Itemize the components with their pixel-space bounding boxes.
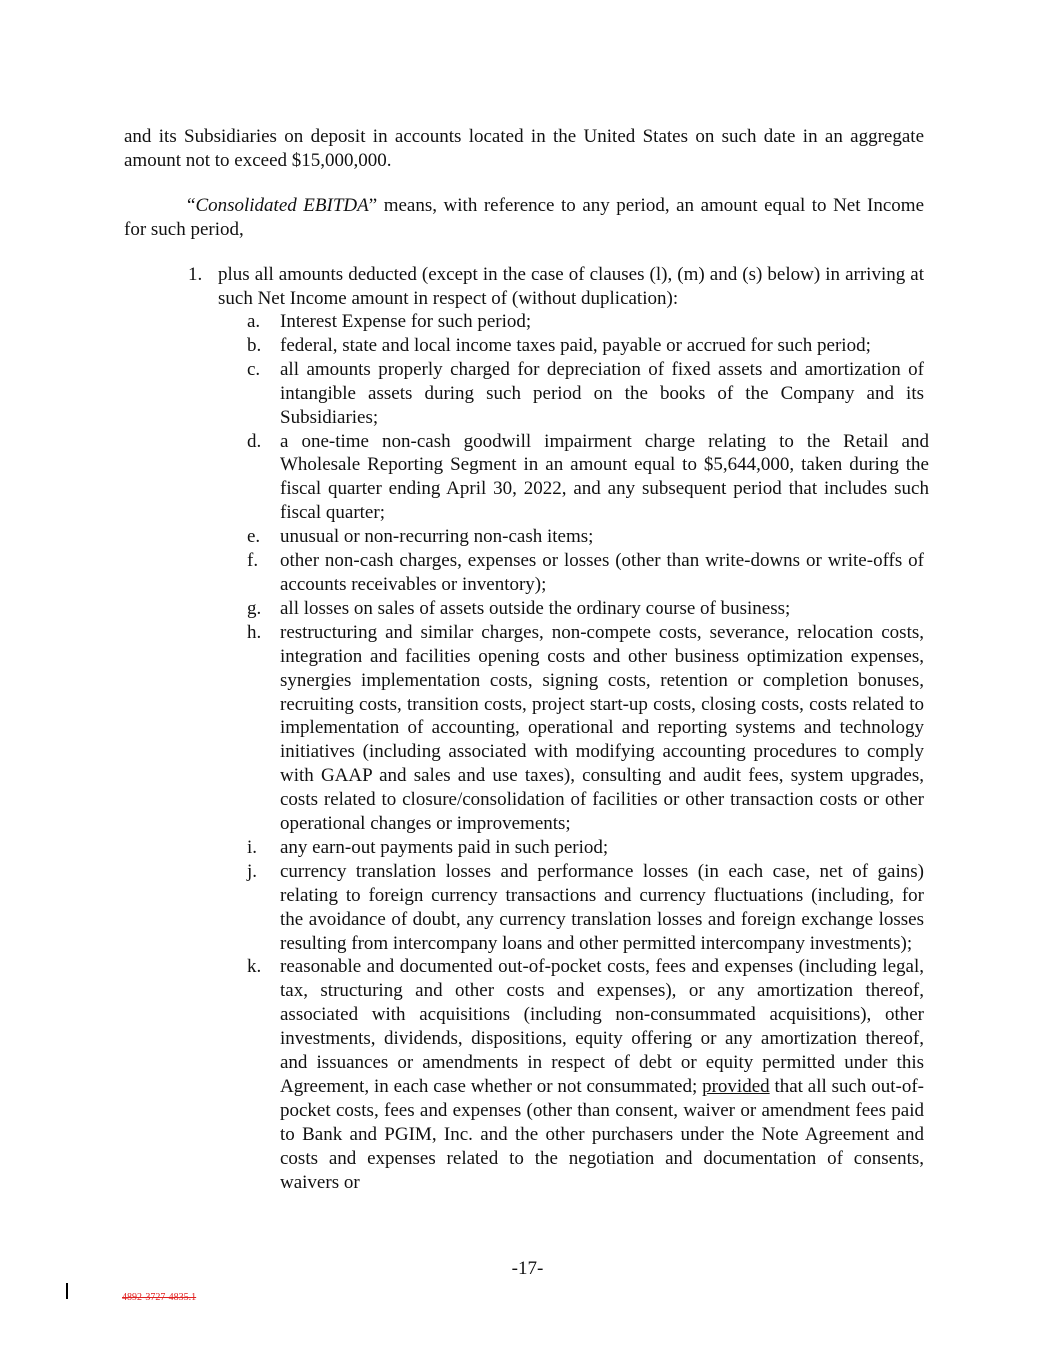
list-number: 1.: [188, 264, 203, 285]
clause-d: [247, 430, 929, 526]
clause-g: [247, 597, 924, 621]
change-bar: [66, 1283, 68, 1299]
clause-letter: a.: [247, 311, 261, 332]
clause-c: [247, 358, 924, 430]
page-number: -17-: [511, 1258, 544, 1279]
clause-k: [247, 955, 924, 1194]
list-item-1: [188, 263, 924, 311]
clause-text: Interest Expense for such period;: [280, 311, 532, 332]
clause-letter: e.: [247, 526, 261, 548]
clause-text: any earn-out payments paid in such period;: [280, 836, 609, 858]
clause-h: [247, 621, 924, 836]
clause-text: all amounts properly charged for depreciation of fixed assets and amortization of intangible assets during such period on the books of the Company and its Subsidiaries;: [280, 358, 924, 428]
open-quote: “: [187, 195, 196, 216]
clause-text: unusual or non-recurring non-cash items;: [280, 526, 594, 548]
clause-letter: i.: [247, 836, 258, 858]
clause-text: reasonable and documented out-of-pocket costs, fees and expenses (including legal, tax, structuring and other costs and expenses), or any amortization thereof, associated with acquisitions (including non-consummated acquisitions), other investments, dividends, dispositions, equity offering or any amortization thereof, and issuances or amendments in respect of debt or equity permitted under this Agreement, in each case whether or not consummated;: [280, 956, 924, 1097]
clause-f: [247, 549, 924, 597]
clause-letter: k.: [247, 956, 262, 978]
clause-text: other non-cash charges, expenses or losses (other than write-downs or write-offs of accounts receivables or inventory);: [280, 550, 924, 595]
clause-a: [247, 310, 924, 334]
clause-letter: c.: [247, 358, 261, 380]
definition-text: means, with reference to any period, an amount equal to Net Income for such period,: [124, 195, 925, 240]
clause-i: [247, 836, 924, 860]
clause-text: restructuring and similar charges, non-compete costs, severance, relocation costs, integration and facilities opening costs and other business optimization expenses, synergies implementation costs, signing costs, retention or completion bonuses, recruiting costs, transition costs, project start-up costs, closing costs, costs related to implementation of accounting, operational and reporting systems and technology initiatives (including associated with modifying accounting procedures to comply with GAAP and sales and use taxes), consulting and audit fees, system upgrades, costs related to closure/consolidation of facilities or other transaction costs or other operational changes or improvements;: [280, 621, 924, 835]
clause-j: [247, 860, 924, 956]
definition-paragraph: [124, 194, 924, 242]
close-quote: ”: [368, 195, 378, 216]
clause-text: currency translation losses and performance losses (in each case, net of gains) relating to foreign currency transactions and currency fluctuations (including, for the avoidance of doubt, any currency translation losses and foreign exchange losses resulting from intercompany loans and other permitted intercompany investments);: [280, 860, 924, 954]
clause-letter: d.: [247, 430, 262, 452]
clause-text: federal, state and local income taxes paid, payable or accrued for such period;: [280, 334, 871, 356]
provided-term: provided: [702, 1076, 770, 1097]
clause-letter: f.: [247, 550, 259, 572]
clause-text: a one-time non-cash goodwill impairment charge relating to the Retail and Wholesale Reporting Segment in an amount equal to $5,644,000, taken during the fiscal quarter ending April 30, 2022, and any subsequent period that includes such fiscal quarter;: [280, 430, 929, 524]
continuation-paragraph: and its Subsidiaries on deposit in accounts located in the United States on such date in an aggregate amount not to exceed $15,000,000.: [124, 126, 924, 171]
clause-b: [247, 334, 929, 358]
clause-letter: h.: [247, 621, 262, 643]
clause-e: [247, 525, 924, 549]
sub-clause-list: [247, 310, 929, 1195]
clause-letter: b.: [247, 334, 262, 356]
clause-text: all losses on sales of assets outside the ordinary course of business;: [280, 597, 791, 619]
clause-text-continued: that all such out-of-pocket costs, fees and expenses (other than consent, waiver or amendment fees paid to Bank and PGIM, Inc. and the other purchasers under the Note Agreement and costs and expenses related to the negotiation and documentation of consents, waivers or: [280, 1076, 924, 1193]
list-intro: plus all amounts deducted (except in the case of clauses (l), (m) and (s) below) in arriving at such Net Income amount in respect of (without duplication):: [218, 264, 924, 309]
defined-term: Consolidated EBITDA: [195, 195, 369, 216]
clause-letter: g.: [247, 597, 262, 619]
clause-letter: j.: [247, 860, 258, 882]
document-id: 4892-3727-4835.1: [122, 1292, 197, 1303]
